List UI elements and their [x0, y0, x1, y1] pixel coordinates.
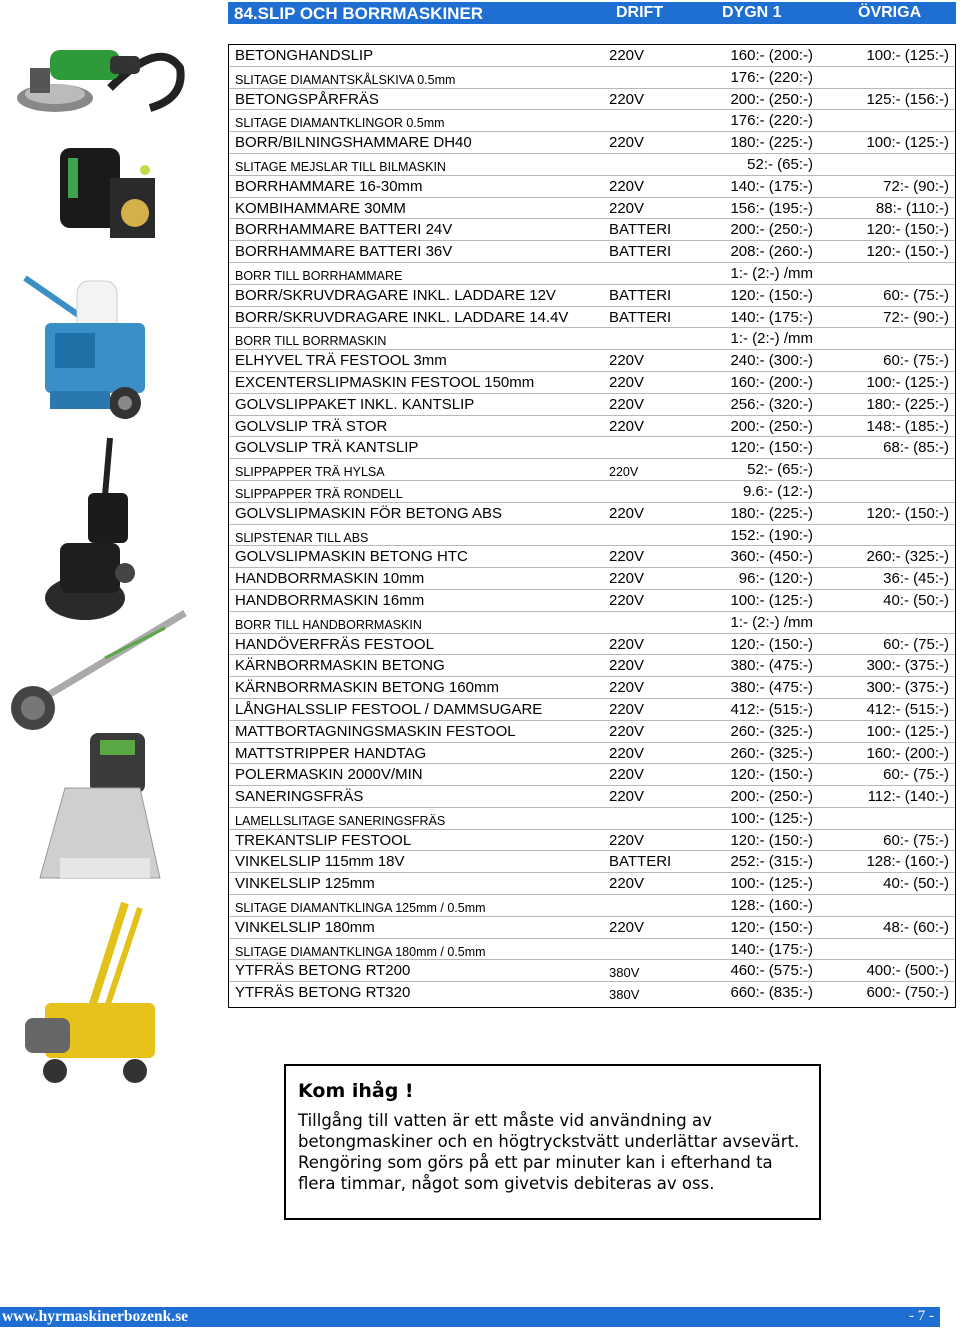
table-row [229, 89, 955, 111]
item-price-day: 140:- (175:-) [730, 940, 813, 958]
item-price-extra-day: 120:- (150:-) [866, 221, 949, 239]
table-row [229, 503, 955, 525]
reminder-box [284, 1064, 821, 1220]
item-price-extra-day: 68:- (85:-) [883, 439, 949, 457]
table-row [229, 132, 955, 154]
item-price-extra-day: 180:- (225:-) [866, 395, 949, 413]
item-price-day: 152:- (190:-) [730, 526, 813, 544]
item-name: YTFRÄS BETONG RT320 [235, 984, 411, 1002]
item-name: MATTSTRIPPER HANDTAG [235, 744, 427, 762]
item-power: 220V [609, 700, 645, 718]
item-name: EXCENTERSLIPMASKIN FESTOOL 150mm [235, 373, 535, 391]
item-price-day: 1:- (2:-) /mm [730, 330, 813, 348]
item-name: BORR/SKRUVDRAGARE INKL. LADDARE 14.4V [235, 308, 569, 326]
item-price-day: 156:- (195:-) [730, 199, 813, 217]
item-power: 220V [609, 657, 645, 675]
item-power: 220V [609, 918, 645, 936]
item-power: BATTERI [609, 221, 672, 239]
item-name: HANDÖVERFRÄS FESTOOL [235, 635, 434, 653]
item-price-extra-day: 60:- (75:-) [883, 352, 949, 370]
item-power: BATTERI [609, 243, 672, 261]
table-row [229, 677, 955, 699]
table-row [229, 590, 955, 612]
item-price-day: 380:- (475:-) [730, 657, 813, 675]
floor-sander-image [15, 263, 165, 433]
item-name: BORRHAMMARE BATTERI 36V [235, 243, 453, 261]
item-name: GOLVSLIPMASKIN FÖR BETONG ABS [235, 504, 503, 522]
item-power: 220V [609, 635, 645, 653]
item-name: MATTBORTAGNINGSMASKIN FESTOOL [235, 722, 516, 740]
table-row [229, 568, 955, 590]
table-row [229, 895, 955, 917]
item-price-day: 260:- (325:-) [730, 722, 813, 740]
item-price-day: 1:- (2:-) /mm [730, 264, 813, 282]
item-name: SLIPPAPPER TRÄ HYLSA [235, 465, 385, 480]
item-power: 220V [609, 722, 645, 740]
item-price-extra-day: 112:- (140:-) [867, 788, 949, 806]
item-price-extra-day: 100:- (125:-) [866, 373, 949, 391]
item-power: 220V [609, 90, 645, 108]
item-name: SLIPPAPPER TRÄ RONDELL [235, 486, 403, 501]
item-name: BORRHAMMARE BATTERI 24V [235, 221, 453, 239]
item-price-extra-day: 160:- (200:-) [866, 744, 949, 762]
item-price-day: 256:- (320:-) [730, 395, 813, 413]
item-power: 220V [609, 570, 645, 588]
table-row [229, 110, 955, 132]
item-power: 220V [609, 766, 645, 784]
item-name: BORR/SKRUVDRAGARE INKL. LADDARE 12V [235, 286, 556, 304]
item-price-extra-day: 60:- (75:-) [883, 766, 949, 784]
item-name: GOLVSLIP TRÄ STOR [235, 417, 388, 435]
table-row [229, 263, 955, 285]
item-price-extra-day: 100:- (125:-) [866, 134, 949, 152]
item-price-day: 1:- (2:-) /mm [730, 613, 813, 631]
section-title: 84.SLIP OCH BORRMASKINER [234, 4, 484, 23]
item-power: 220V [609, 177, 645, 195]
table-row [229, 459, 955, 481]
item-name: ELHYVEL TRÄ FESTOOL 3mm [235, 352, 447, 370]
long-neck-sander-image [5, 603, 190, 733]
item-price-day: 360:- (450:-) [730, 548, 813, 566]
concrete-grinder-image [10, 28, 185, 138]
footer-bar [0, 1307, 940, 1327]
item-name: SLITAGE DIAMANTKLINGOR 0.5mm [235, 116, 445, 131]
item-price-day: 140:- (175:-) [730, 308, 813, 326]
item-price-day: 180:- (225:-) [730, 504, 813, 522]
item-name: KÄRNBORRMASKIN BETONG 160mm [235, 679, 499, 697]
item-name: BORR TILL BORRMASKIN [235, 334, 387, 349]
item-price-day: 252:- (315:-) [730, 853, 813, 871]
table-row [229, 764, 955, 786]
table-row [229, 394, 955, 416]
item-price-extra-day: 412:- (515:-) [866, 700, 949, 718]
table-row [229, 154, 955, 176]
item-price-extra-day: 300:- (375:-) [866, 679, 949, 697]
section-header [228, 2, 956, 24]
item-price-day: 96:- (120:-) [738, 570, 813, 588]
item-power: BATTERI [609, 308, 672, 326]
surface-planer-image [15, 893, 185, 1093]
item-price-day: 240:- (300:-) [730, 352, 813, 370]
item-power: 380V [609, 965, 640, 981]
reminder-text-cleaning: Rengöring som görs på ett par minuter kan i efterhand ta flera timmar, något som givetvis debiteras av oss. [298, 1153, 773, 1193]
item-price-day: 120:- (150:-) [730, 766, 813, 784]
reminder-text-water: Tillgång till vatten är ett måste vid användning av betongmaskiner och en högtryckstvätt underlättar avsevärt. [298, 1111, 800, 1151]
item-price-day: 120:- (150:-) [730, 286, 813, 304]
item-name: SLITAGE DIAMANTKLINGA 125mm / 0.5mm [235, 901, 486, 916]
item-power: 220V [609, 373, 645, 391]
footer-url-link[interactable]: www.hyrmaskinerbozenk.se [2, 1308, 189, 1325]
item-price-day: 100:- (125:-) [730, 875, 813, 893]
item-name: BETONGSPÅRFRÄS [235, 90, 379, 108]
item-power: 220V [609, 591, 645, 609]
item-name: POLERMASKIN 2000V/MIN [235, 766, 423, 784]
item-power: 220V [609, 47, 645, 64]
item-name: TREKANTSLIP FESTOOL [235, 831, 412, 849]
item-name: SLITAGE DIAMANTKLINGA 180mm / 0.5mm [235, 944, 486, 959]
page-number: - 7 - [909, 1308, 934, 1324]
item-name: HANDBORRMASKIN 10mm [235, 570, 425, 588]
reminder-title: Kom ihåg ! [298, 1080, 414, 1102]
column-header-ovriga: ÖVRIGA [858, 4, 922, 21]
item-price-day: 176:- (220:-) [730, 112, 813, 130]
item-name: BETONGHANDSLIP [235, 47, 374, 64]
item-power: 220V [609, 352, 645, 370]
item-name: KÄRNBORRMASKIN BETONG [235, 657, 445, 675]
item-price-extra-day: 148:- (185:-) [866, 417, 949, 435]
item-price-extra-day: 60:- (75:-) [883, 286, 949, 304]
item-name: KOMBIHAMMARE 30MM [235, 199, 406, 217]
table-row [229, 328, 955, 350]
price-table [228, 44, 956, 1008]
table-row [229, 372, 955, 394]
item-power: 220V [609, 504, 645, 522]
table-row [229, 285, 955, 307]
item-name: LÅNGHALSSLIP FESTOOL / DAMMSUGARE [235, 700, 543, 718]
table-row [229, 219, 955, 241]
item-power: 220V [609, 831, 645, 849]
table-row [229, 198, 955, 220]
item-price-day: 260:- (325:-) [730, 744, 813, 762]
carpet-stripper-image [20, 728, 180, 898]
item-name: BORR/BILNINGSHAMMARE DH40 [235, 134, 472, 152]
table-row [229, 546, 955, 568]
item-name: GOLVSLIPMASKIN BETONG HTC [235, 548, 468, 566]
item-name: VINKELSLIP 125mm [235, 875, 375, 893]
item-price-day: 200:- (250:-) [730, 90, 813, 108]
table-row [229, 634, 955, 656]
item-price-day: 460:- (575:-) [730, 962, 813, 980]
item-price-extra-day: 40:- (50:-) [883, 591, 949, 609]
item-price-day: 120:- (150:-) [730, 635, 813, 653]
item-name: SANERINGSFRÄS [235, 788, 364, 806]
item-price-extra-day: 88:- (110:-) [875, 199, 949, 217]
item-power: 220V [609, 788, 645, 806]
table-row [229, 699, 955, 721]
item-price-day: 128:- (160:-) [730, 897, 813, 915]
item-price-day: 120:- (150:-) [730, 439, 813, 457]
table-row [229, 525, 955, 547]
item-price-extra-day: 120:- (150:-) [866, 243, 949, 261]
item-price-day: 9.6:- (12:-) [742, 482, 813, 500]
item-price-extra-day: 60:- (75:-) [883, 831, 949, 849]
table-row [229, 851, 955, 873]
table-row [229, 67, 955, 89]
item-price-day: 660:- (835:-) [730, 984, 813, 1002]
item-price-day: 120:- (150:-) [730, 918, 813, 936]
table-row [229, 350, 955, 372]
wall-chaser-image [40, 128, 170, 258]
item-price-day: 100:- (125:-) [730, 591, 813, 609]
table-row [229, 481, 955, 503]
item-price-day: 140:- (175:-) [730, 177, 813, 195]
table-row [229, 416, 955, 438]
item-name: HANDBORRMASKIN 16mm [235, 591, 425, 609]
item-power: 220V [609, 199, 645, 217]
item-price-day: 380:- (475:-) [730, 679, 813, 697]
table-row [229, 939, 955, 961]
item-name: VINKELSLIP 180mm [235, 918, 375, 936]
item-name: BORRHAMMARE 16-30mm [235, 177, 423, 195]
item-name: SLIPSTENAR TILL ABS [235, 530, 369, 545]
item-price-day: 200:- (250:-) [730, 417, 813, 435]
item-price-day: 200:- (250:-) [730, 221, 813, 239]
table-row [229, 437, 955, 459]
item-name: VINKELSLIP 115mm 18V [235, 853, 405, 871]
table-row [229, 176, 955, 198]
item-power: 220V [609, 679, 645, 697]
table-row [229, 721, 955, 743]
item-price-extra-day: 40:- (50:-) [883, 875, 949, 893]
item-price-day: 160:- (200:-) [730, 373, 813, 391]
item-name: BORR TILL BORRHAMMARE [235, 268, 403, 283]
table-row [229, 786, 955, 808]
item-price-day: 200:- (250:-) [730, 788, 813, 806]
table-row [229, 808, 955, 830]
item-power: BATTERI [609, 286, 672, 304]
item-price-day: 120:- (150:-) [730, 831, 813, 849]
item-price-extra-day: 300:- (375:-) [866, 657, 949, 675]
item-power: 220V [609, 548, 645, 566]
table-row [229, 743, 955, 765]
item-price-day: 160:- (200:-) [730, 47, 813, 64]
item-price-day: 100:- (125:-) [730, 809, 813, 827]
item-price-extra-day: 100:- (125:-) [866, 47, 949, 64]
item-price-extra-day: 120:- (150:-) [866, 504, 949, 522]
item-power: 220V [609, 417, 645, 435]
item-price-day: 52:- (65:-) [747, 155, 813, 173]
item-power: 220V [609, 134, 645, 152]
item-price-extra-day: 100:- (125:-) [866, 722, 949, 740]
item-price-extra-day: 72:- (90:-) [883, 177, 949, 195]
product-photos [0, 28, 200, 1078]
item-power: 380V [609, 987, 640, 1003]
item-price-day: 208:- (260:-) [730, 243, 813, 261]
item-name: SLITAGE MEJSLAR TILL BILMASKIN [235, 159, 446, 174]
table-row [229, 241, 955, 263]
column-header-drift: DRIFT [616, 4, 664, 21]
table-row [229, 917, 955, 939]
item-name: GOLVSLIPPAKET INKL. KANTSLIP [235, 395, 475, 413]
item-price-extra-day: 600:- (750:-) [866, 984, 949, 1002]
item-power: 220V [609, 744, 645, 762]
item-price-day: 176:- (220:-) [730, 68, 813, 86]
table-row [229, 830, 955, 852]
item-price-extra-day: 36:- (45:-) [883, 570, 949, 588]
item-price-extra-day: 48:- (60:-) [883, 918, 949, 936]
table-row [229, 873, 955, 895]
table-row [229, 612, 955, 634]
column-header-dygn: DYGN 1 [722, 4, 782, 21]
item-price-extra-day: 128:- (160:-) [866, 853, 949, 871]
item-power: 220V [609, 875, 645, 893]
table-row [229, 45, 955, 67]
item-price-extra-day: 260:- (325:-) [866, 548, 949, 566]
table-row [229, 982, 955, 1004]
item-price-day: 180:- (225:-) [730, 134, 813, 152]
item-power: 220V [609, 465, 639, 480]
item-power: BATTERI [609, 853, 672, 871]
item-price-extra-day: 400:- (500:-) [866, 962, 949, 980]
item-price-extra-day: 72:- (90:-) [883, 308, 949, 326]
table-row [229, 655, 955, 677]
item-price-extra-day: 60:- (75:-) [883, 635, 949, 653]
item-name: LAMELLSLITAGE SANERINGSFRÄS [235, 813, 446, 828]
item-price-day: 52:- (65:-) [747, 461, 813, 479]
item-name: BORR TILL HANDBORRMASKIN [235, 617, 422, 632]
item-name: GOLVSLIP TRÄ KANTSLIP [235, 439, 419, 457]
table-row [229, 307, 955, 329]
item-price-day: 412:- (515:-) [730, 700, 813, 718]
item-name: YTFRÄS BETONG RT200 [235, 962, 411, 980]
item-price-extra-day: 125:- (156:-) [866, 90, 949, 108]
table-row [229, 960, 955, 982]
item-name: SLITAGE DIAMANTSKÅLSKIVA 0.5mm [235, 72, 456, 87]
item-power: 220V [609, 395, 645, 413]
